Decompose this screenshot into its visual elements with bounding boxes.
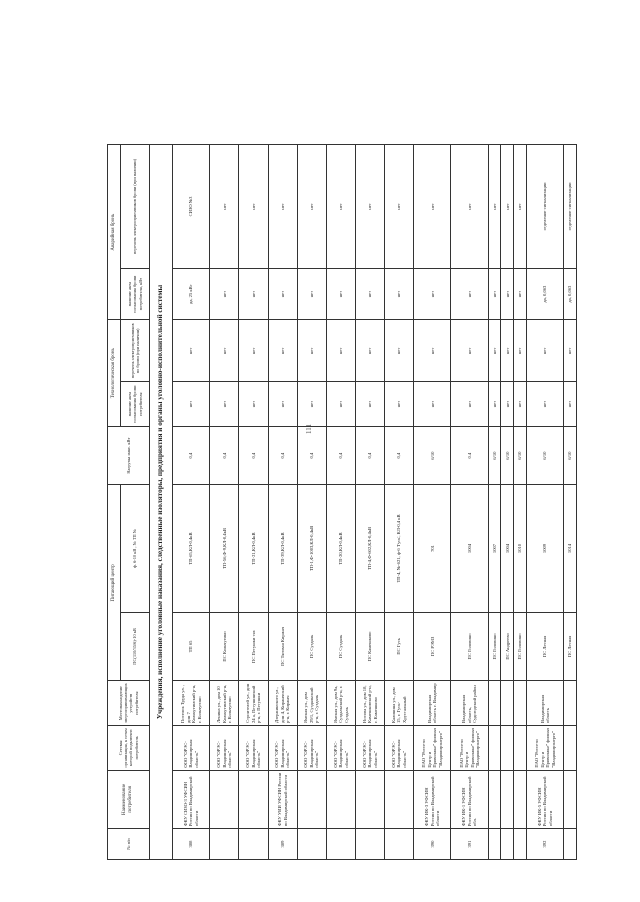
emergency-reserve-act: да, 0,063 [564, 268, 577, 320]
emergency-reserve-act: нет [451, 268, 488, 320]
emergency-reserve-act: нет [385, 268, 414, 320]
substation: ПС Андреево [501, 612, 514, 681]
location: Носова ул., дом 18, Камешковский р-н, г. Камешково [355, 681, 384, 726]
tech-reserve-act: нет [451, 382, 488, 427]
installed-power: 0,4 [172, 426, 209, 484]
location: Владимирская область г. Владимир [414, 681, 451, 726]
section-title: Учреждения, исполнение уголовные наказания, следственные изоляторы, предприятия и органы уголовно-исполнительной системы [149, 145, 172, 860]
header-location: Местонахождение энергопринимающих устройств потребителя [108, 681, 150, 726]
tech-reserve-act: нет [326, 382, 355, 427]
emergency-reserve-act: нет [355, 268, 384, 320]
tech-reserve-list: нет [326, 320, 355, 382]
feeder: ТП-21,КЛ-0,4кВ [239, 485, 268, 612]
page-number: 111 [304, 424, 313, 434]
consumer-name [326, 770, 355, 828]
grid-org: ООО "ОРЭС-Владимирская область" [385, 725, 414, 770]
substation: ПС Тяговая Киржач [268, 612, 297, 681]
table-row [355, 145, 384, 860]
emergency-reserve-list: нет [355, 145, 384, 269]
emergency-reserve-act: нет [501, 268, 514, 320]
table-row [488, 145, 501, 860]
emergency-reserve-list: отделение сигнализации [564, 145, 577, 269]
consumer-name: ФКУ УИИ УФСИН России по Владимирской области [268, 770, 297, 828]
header-power-center-sub1: ПС(110/35/6)-10 кВ [121, 612, 149, 681]
tech-reserve-act: нет [355, 382, 384, 427]
emergency-reserve-list: нет [210, 145, 239, 269]
feeder: 1004 [501, 485, 514, 612]
substation: ПС Кольчугино [210, 612, 239, 681]
row-no: 392 [526, 829, 563, 860]
emergency-reserve-list: нет [326, 145, 355, 269]
row-no: 390 [414, 829, 451, 860]
row-no [355, 829, 384, 860]
table-row [414, 145, 451, 860]
header-no: № п/п [108, 829, 150, 860]
consumer-name [210, 770, 239, 828]
installed-power: 6/10 [514, 426, 527, 484]
location [514, 681, 527, 726]
installed-power: 0,4 [355, 426, 384, 484]
grid-org: ООО "ОРЭС-Владимирская область" [326, 725, 355, 770]
grid-org: ПАО "Россети Центр и Приволжье" филиал "Владимирэнерго" [526, 725, 563, 770]
installed-power: 6/10 [414, 426, 451, 484]
header-power-center-sub2: ф. 6-10 кВ , № ТП № [121, 485, 149, 612]
location: Поселок Труда ул. , дом 7 Кольчугинский р-н, г. Кольчугино [172, 681, 209, 726]
grid-org: ООО "ОРЭС-Владимирская область" [297, 725, 326, 770]
consumer-name [564, 770, 577, 828]
header-emergency-reserve: Аварийная бронь [108, 145, 121, 320]
consumer-name [385, 770, 414, 828]
row-no [564, 829, 577, 860]
rotated-table-wrapper [107, 144, 577, 860]
grid-org: ООО "ОРЭС-Владимирская область" [355, 725, 384, 770]
emergency-reserve-list: нет [451, 145, 488, 269]
tech-reserve-act: нет [385, 382, 414, 427]
tech-reserve-list: нет [355, 320, 384, 382]
row-no [210, 829, 239, 860]
feeder: ТП-4,Ф-602,КЛ-0,4кВ [355, 485, 384, 612]
location: Владимирская область [526, 681, 563, 726]
row-no [385, 829, 414, 860]
table-row [514, 145, 527, 860]
header-tech-reserve-sub1: наличие акта согласования брони потребителя [121, 382, 149, 427]
row-no [501, 829, 514, 860]
emergency-reserve-act: нет [326, 268, 355, 320]
table-row [210, 145, 239, 860]
emergency-reserve-list: нет [488, 145, 501, 269]
tech-reserve-list: нет [501, 320, 514, 382]
feeder: ТП-1,Ф-1003,КЛ-0,4кВ [297, 485, 326, 612]
tech-reserve-act: нет [239, 382, 268, 427]
emergency-reserve-act: нет [268, 268, 297, 320]
emergency-reserve-list: СИЗО №3 [172, 145, 209, 269]
table-row [501, 145, 514, 860]
location: Ямская ул., дом 29/1, Суздальский р-н, г. Суздаль [297, 681, 326, 726]
emergency-reserve-act: нет [239, 268, 268, 320]
grid-org [514, 725, 527, 770]
tech-reserve-list: нет [172, 320, 209, 382]
table-row [564, 145, 577, 860]
feeder: 1009 [526, 485, 563, 612]
feeder: 1010 [514, 485, 527, 612]
emergency-reserve-act: нет [210, 268, 239, 320]
tech-reserve-act: нет [488, 382, 501, 427]
emergency-reserve-act: нет [297, 268, 326, 320]
header-consumer: Наименование потребителя [108, 770, 150, 828]
substation: ПС Гусь [385, 612, 414, 681]
row-no [297, 829, 326, 860]
emergency-reserve-list: нет [414, 145, 451, 269]
header-tech-reserve: Технологическая бронь [108, 320, 121, 427]
feeder: ТП-65,КЛ-0,4кВ [172, 485, 209, 612]
grid-org: ООО "ОРЭС-Владимирская область" [239, 725, 268, 770]
row-no [488, 829, 501, 860]
header-grid-org: Сетевая организация, к сетям которой подключен потребитель [108, 725, 150, 770]
location [488, 681, 501, 726]
emergency-reserve-list: нет [268, 145, 297, 269]
grid-org: ПАО "Россети Центр и Приволжье" филиал "Владимирэнерго" [451, 725, 488, 770]
location: Калинина ул., дом 15, г. Гусь-Хрустальный [385, 681, 414, 726]
header-emergency-reserve-sub2: перечень электроприемников брони (при наличии) [121, 145, 149, 269]
installed-power: 0,4 [210, 426, 239, 484]
location: Владимирская область, Судогодский район [451, 681, 488, 726]
location: Строителей ул., дом 24 а, Петушинский р-н, г. Петушки [239, 681, 268, 726]
installed-power: 0,4 [268, 426, 297, 484]
row-no: 391 [451, 829, 488, 860]
tech-reserve-act: нет [414, 382, 451, 427]
emergency-reserve-act: да, 0,063 [526, 268, 563, 320]
emergency-reserve-act: да, 25 кВт [172, 268, 209, 320]
substation: ПС Головино [451, 612, 488, 681]
substation: ПС Петушки тяг. [239, 612, 268, 681]
substation: ПС Лесная [526, 612, 563, 681]
table-row [268, 145, 297, 860]
feeder: 1014 [564, 485, 577, 612]
consumer-table [107, 144, 577, 860]
tech-reserve-act: нет [268, 382, 297, 427]
emergency-reserve-list: нет [239, 145, 268, 269]
installed-power: 0,4 [326, 426, 355, 484]
grid-org [501, 725, 514, 770]
consumer-name: ФКУ ИК-5 УФСИН России по Владимирской области [526, 770, 563, 828]
header-power-center: Питающий центр [108, 485, 121, 681]
installed-power: 0,4 [297, 426, 326, 484]
substation: ТП 65 [172, 612, 209, 681]
tech-reserve-list: нет [239, 320, 268, 382]
tech-reserve-list: нет [564, 320, 577, 382]
location [564, 681, 577, 726]
feeder: 1004 [451, 485, 488, 612]
emergency-reserve-list: нет [514, 145, 527, 269]
header-emergency-reserve-sub1: наличие акта согласования брони потребителя, кВт [121, 268, 149, 320]
substation: ПС РЭМЗ [414, 612, 451, 681]
tech-reserve-list: нет [451, 320, 488, 382]
consumer-name [239, 770, 268, 828]
tech-reserve-list: нет [526, 320, 563, 382]
feeder: ТП-39,КЛ-0,4кВ [268, 485, 297, 612]
emergency-reserve-act: нет [414, 268, 451, 320]
installed-power: 0,4 [385, 426, 414, 484]
consumer-name: ФКУ ИК-3 УФСИН России по Владимирской области [414, 770, 451, 828]
row-no: 389 [268, 829, 297, 860]
section-title-row [149, 145, 172, 860]
emergency-reserve-list: отделение сигнализации [526, 145, 563, 269]
location: Ленина ул., дом 10 Кольчугинский р-н, г. Кольчугино [210, 681, 239, 726]
substation: ПС Лесная [564, 612, 577, 681]
tech-reserve-act: нет [564, 382, 577, 427]
row-no [239, 829, 268, 860]
table-row [385, 145, 414, 860]
feeder: ТП-56,Ф-9,КЛ-0,4кВ [210, 485, 239, 612]
row-no [514, 829, 527, 860]
installed-power: 6/10 [564, 426, 577, 484]
substation: ПС Головино [514, 612, 527, 681]
substation: ПС Суздаль [297, 612, 326, 681]
feeder: 1007 [488, 485, 501, 612]
installed-power: 6/10 [488, 426, 501, 484]
tech-reserve-list: нет [297, 320, 326, 382]
tech-reserve-act: нет [297, 382, 326, 427]
emergency-reserve-list: нет [297, 145, 326, 269]
consumer-name [501, 770, 514, 828]
substation: ПС Камешково [355, 612, 384, 681]
consumer-name [514, 770, 527, 828]
tech-reserve-act: нет [501, 382, 514, 427]
location: Ямская ул., дом 9а, Суздальский р-н, г. Суздаль [326, 681, 355, 726]
installed-power: 0.4 [451, 426, 488, 484]
substation: ПС Суздаль [326, 612, 355, 681]
feeder: 701 [414, 485, 451, 612]
location: Дзержинского ул., дом 4, Киржачский р-н, г. Киржач [268, 681, 297, 726]
grid-org: ООО "ОРЭС-Владимирская область" [268, 725, 297, 770]
tech-reserve-list: нет [385, 320, 414, 382]
row-no [326, 829, 355, 860]
feeder: ТП-20,КЛ-0,4кВ [326, 485, 355, 612]
table-row [239, 145, 268, 860]
tech-reserve-list: нет [414, 320, 451, 382]
grid-org [488, 725, 501, 770]
consumer-name [297, 770, 326, 828]
grid-org: ООО "ОРЭС-Владимирская область" [172, 725, 209, 770]
header-tech-reserve-sub2: перечень электроприемников по брони (при наличии) [121, 320, 149, 382]
tech-reserve-list: нет [268, 320, 297, 382]
tech-reserve-act: нет [210, 382, 239, 427]
installed-power: 6/10 [501, 426, 514, 484]
table-row [326, 145, 355, 860]
tech-reserve-act: нет [172, 382, 209, 427]
tech-reserve-act: нет [514, 382, 527, 427]
installed-power: 6/10 [526, 426, 563, 484]
grid-org: ПАО "Россети Центр и Приволжье" филиал "Владимирэнерго" [414, 725, 451, 770]
emergency-reserve-act: нет [514, 268, 527, 320]
emergency-reserve-act: нет [488, 268, 501, 320]
header-row-main [108, 145, 121, 860]
grid-org [564, 725, 577, 770]
table-row [297, 145, 326, 860]
emergency-reserve-list: нет [385, 145, 414, 269]
location [501, 681, 514, 726]
header-installed-power: Нагрузка макс. кВт [108, 426, 150, 484]
row-no: 388 [172, 829, 209, 860]
installed-power: 0,4 [239, 426, 268, 484]
consumer-name: ФКУ СИЗО-3 УФСИН России по Владимирской области [172, 770, 209, 828]
tech-reserve-list: нет [210, 320, 239, 382]
consumer-name [355, 770, 384, 828]
tech-reserve-act: нет [526, 382, 563, 427]
tech-reserve-list: нет [488, 320, 501, 382]
substation: ПС Головино [488, 612, 501, 681]
grid-org: ООО "ОРЭС-Владимирская область" [210, 725, 239, 770]
table-row [526, 145, 563, 860]
consumer-name: ФКУ ИК-1 УФСИН России по Владимирской обл. [451, 770, 488, 828]
consumer-name [488, 770, 501, 828]
table-row [451, 145, 488, 860]
table-row [172, 145, 209, 860]
tech-reserve-list: нет [514, 320, 527, 382]
feeder: ТП-4, №-621, ф-6 'Гусь', КЛ-0,4 кВ [385, 485, 414, 612]
emergency-reserve-list: нет [501, 145, 514, 269]
